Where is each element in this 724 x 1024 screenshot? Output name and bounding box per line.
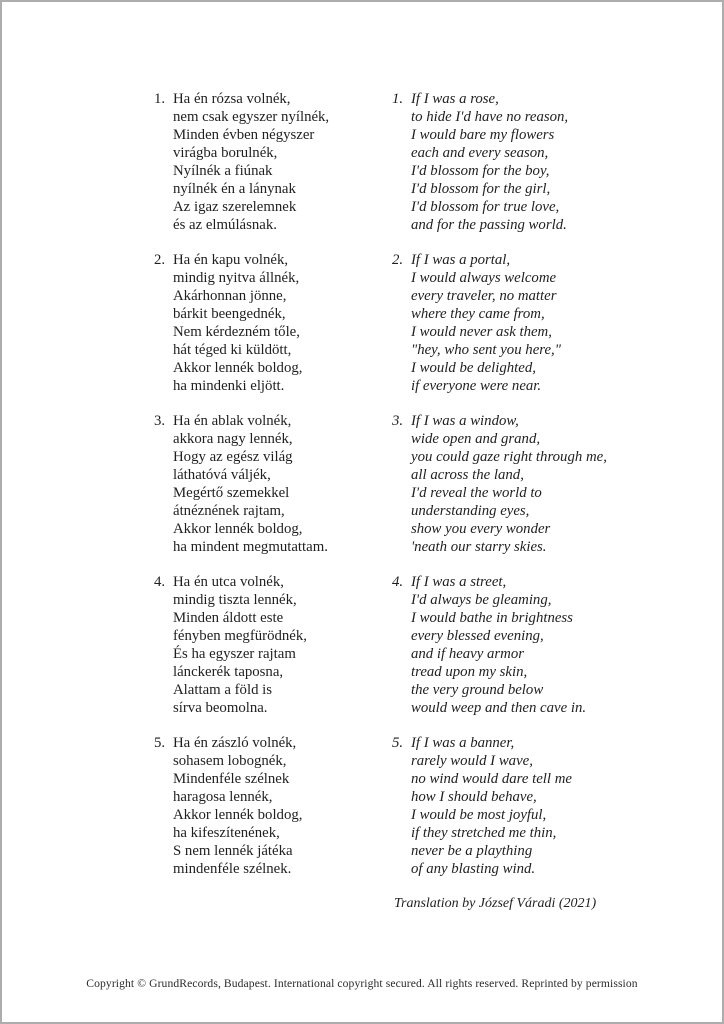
poem-line: fényben megfürödnék, bbox=[173, 628, 307, 644]
poem-columns bbox=[154, 90, 624, 913]
poem-line: Ha én kapu volnék, bbox=[173, 252, 289, 268]
english-column bbox=[392, 90, 624, 913]
poem-line: Ha én ablak volnék, bbox=[173, 413, 292, 429]
stanza bbox=[154, 90, 362, 234]
stanza-number: 4. bbox=[154, 574, 166, 590]
poem-line: no wind would dare tell me bbox=[411, 771, 572, 787]
poem-line: the very ground below bbox=[411, 682, 544, 698]
stanza-number: 5. bbox=[392, 735, 404, 751]
stanza bbox=[392, 412, 624, 556]
poem-line: and for the passing world. bbox=[411, 217, 567, 233]
stanza-lines bbox=[173, 251, 362, 395]
poem-line: I would never ask them, bbox=[411, 324, 552, 340]
poem-line: If I was a street, bbox=[411, 574, 507, 590]
poem-line: I'd blossom for true love, bbox=[411, 199, 560, 215]
poem-line: Az igaz szerelemnek bbox=[173, 199, 297, 215]
poem-line: I'd blossom for the girl, bbox=[411, 181, 551, 197]
poem-line: Minden évben négyszer bbox=[173, 127, 315, 143]
poem-line: tread upon my skin, bbox=[411, 664, 528, 680]
stanza bbox=[154, 251, 362, 395]
hungarian-column bbox=[154, 90, 362, 913]
poem-line: hát téged ki küldött, bbox=[173, 342, 292, 358]
poem-line: mindig nyitva állnék, bbox=[173, 270, 300, 286]
poem-line: Akkor lennék boldog, bbox=[173, 521, 303, 537]
poem-line: every traveler, no matter bbox=[411, 288, 557, 304]
poem-line: show you every wonder bbox=[411, 521, 551, 537]
poem-line: Nyílnék a fiúnak bbox=[173, 163, 273, 179]
poem-line: "hey, who sent you here," bbox=[411, 342, 561, 358]
poem-line: rarely would I wave, bbox=[411, 753, 533, 769]
poem-line: you could gaze right through me, bbox=[411, 449, 607, 465]
poem-line: wide open and grand, bbox=[411, 431, 541, 447]
poem-line: I would always welcome bbox=[411, 270, 557, 286]
poem-line: és az elmúlásnak. bbox=[173, 217, 277, 233]
poem-line: láthatóvá váljék, bbox=[173, 467, 271, 483]
stanza-lines bbox=[173, 734, 362, 878]
stanza-number: 1. bbox=[154, 91, 166, 107]
poem-line: sohasem lobognék, bbox=[173, 753, 287, 769]
poem-line: I would be most joyful, bbox=[411, 807, 547, 823]
poem-line: Hogy az egész világ bbox=[173, 449, 293, 465]
poem-line: nyílnék én a lánynak bbox=[173, 181, 296, 197]
poem-line: If I was a window, bbox=[411, 413, 519, 429]
stanza-lines bbox=[411, 734, 624, 878]
poem-line: how I should behave, bbox=[411, 789, 537, 805]
stanza bbox=[392, 734, 624, 878]
poem-line: ha mindent megmutattam. bbox=[173, 539, 328, 555]
stanza-lines bbox=[411, 251, 624, 395]
poem-line: Mindenféle szélnek bbox=[173, 771, 290, 787]
poem-line: understanding eyes, bbox=[411, 503, 530, 519]
poem-line: If I was a portal, bbox=[411, 252, 511, 268]
poem-line: I would bare my flowers bbox=[411, 127, 555, 143]
poem-line: each and every season, bbox=[411, 145, 549, 161]
poem-line: Akkor lennék boldog, bbox=[173, 807, 303, 823]
stanza bbox=[154, 412, 362, 556]
poem-line: ha mindenki eljött. bbox=[173, 378, 285, 394]
poem-line: Ha én utca volnék, bbox=[173, 574, 284, 590]
stanza bbox=[392, 573, 624, 717]
poem-line: of any blasting wind. bbox=[411, 861, 536, 877]
poem-line: where they came from, bbox=[411, 306, 545, 322]
poem-line: Megértő szemekkel bbox=[173, 485, 290, 501]
stanza-number: 2. bbox=[392, 252, 404, 268]
poem-line: I'd blossom for the boy, bbox=[411, 163, 550, 179]
poem-line: mindig tiszta lennék, bbox=[173, 592, 297, 608]
poem-line: Akkor lennék boldog, bbox=[173, 360, 303, 376]
hungarian-stanzas bbox=[154, 90, 362, 878]
poem-line: virágba borulnék, bbox=[173, 145, 278, 161]
stanza bbox=[392, 90, 624, 234]
poem-line: Akárhonnan jönne, bbox=[173, 288, 287, 304]
poem-line: all across the land, bbox=[411, 467, 524, 483]
poem-line: 'neath our starry skies. bbox=[411, 539, 547, 555]
poem-line: never be a plaything bbox=[411, 843, 533, 859]
stanza-number: 1. bbox=[392, 91, 404, 107]
stanza-number: 2. bbox=[154, 252, 166, 268]
poem-line: if they stretched me thin, bbox=[411, 825, 557, 841]
stanza-number: 3. bbox=[154, 413, 166, 429]
stanza-lines bbox=[411, 412, 624, 556]
poem-line: átnéznének rajtam, bbox=[173, 503, 285, 519]
poem-line: bárkit beengednék, bbox=[173, 306, 286, 322]
poem-line: haragosa lennék, bbox=[173, 789, 273, 805]
poem-line: I'd always be gleaming, bbox=[411, 592, 552, 608]
poem-line: If I was a rose, bbox=[411, 91, 499, 107]
poem-line: sírva beomolna. bbox=[173, 700, 268, 716]
poem-line: to hide I'd have no reason, bbox=[411, 109, 569, 125]
translation-credit: Translation by József Váradi (2021) bbox=[394, 896, 597, 911]
poem-line: If I was a banner, bbox=[411, 735, 515, 751]
stanza-lines bbox=[411, 90, 624, 234]
poem-line: if everyone were near. bbox=[411, 378, 542, 394]
poem-line: Ha én zászló volnék, bbox=[173, 735, 297, 751]
stanza-number: 5. bbox=[154, 735, 166, 751]
stanza-number: 4. bbox=[392, 574, 404, 590]
poem-line: I would bathe in brightness bbox=[411, 610, 573, 626]
stanza-lines bbox=[173, 412, 362, 556]
poem-line: every blessed evening, bbox=[411, 628, 544, 644]
stanza bbox=[154, 573, 362, 717]
poem-line: Minden áldott este bbox=[173, 610, 284, 626]
poem-line: I'd reveal the world to bbox=[411, 485, 542, 501]
poem-line: lánckerék taposna, bbox=[173, 664, 284, 680]
poem-line: I would be delighted, bbox=[411, 360, 536, 376]
poem-line: S nem lennék játéka bbox=[173, 843, 293, 859]
poem-line: Alattam a föld is bbox=[173, 682, 273, 698]
stanza-lines bbox=[173, 90, 362, 234]
poem-line: mindenféle szélnek. bbox=[173, 861, 292, 877]
poem-line: and if heavy armor bbox=[411, 646, 525, 662]
poem-line: Nem kérdezném tőle, bbox=[173, 324, 300, 340]
stanza-number: 3. bbox=[392, 413, 404, 429]
stanza bbox=[154, 734, 362, 878]
poem-line: ha kifeszítenének, bbox=[173, 825, 280, 841]
poem-line: would weep and then cave in. bbox=[411, 700, 587, 716]
poem-line: nem csak egyszer nyílnék, bbox=[173, 109, 330, 125]
poem-line: És ha egyszer rajtam bbox=[173, 646, 296, 662]
copyright-footer: Copyright © GrundRecords, Budapest. International copyright secured. All rights reserved. Reprinted by permission bbox=[86, 977, 638, 990]
english-stanzas bbox=[392, 90, 624, 878]
stanza-lines bbox=[173, 573, 362, 717]
stanza bbox=[392, 251, 624, 395]
stanza-lines bbox=[411, 573, 624, 717]
poem-line: akkora nagy lennék, bbox=[173, 431, 293, 447]
poem-line: Ha én rózsa volnék, bbox=[173, 91, 291, 107]
